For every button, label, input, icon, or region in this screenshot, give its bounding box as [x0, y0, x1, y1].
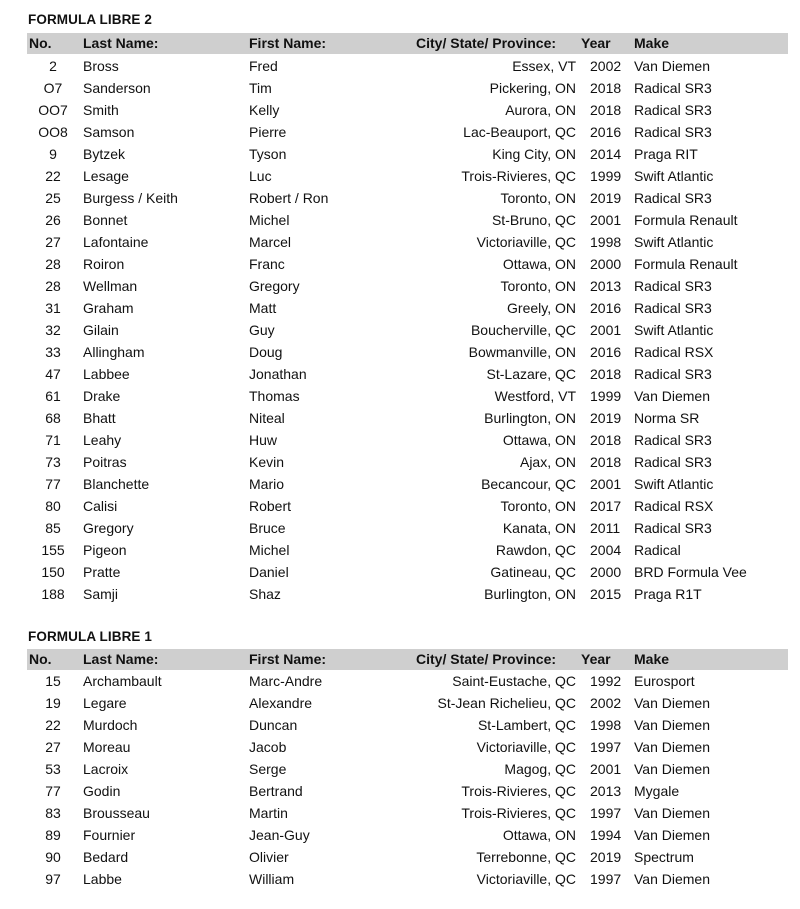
cell-no: 31: [45, 300, 61, 316]
cell-city: Boucherville, QC: [470, 322, 576, 338]
cell-last: Bonnet: [83, 212, 128, 228]
cell-no: 71: [45, 432, 61, 448]
cell-first: Alexandre: [249, 695, 313, 711]
cell-make: BRD Formula Vee: [634, 564, 747, 580]
cell-first: Jonathan: [249, 366, 307, 382]
cell-year: 2001: [590, 476, 622, 492]
cell-city: Gatineau, QC: [490, 564, 576, 580]
table-row: [0, 846, 800, 868]
cell-no: 80: [45, 498, 61, 514]
cell-last: Labbee: [83, 366, 130, 382]
cell-city: Kanata, ON: [502, 520, 576, 536]
cell-make: Van Diemen: [634, 695, 711, 711]
table-row: [0, 143, 800, 165]
cell-last: Bhatt: [83, 410, 116, 426]
cell-make: Swift Atlantic: [634, 234, 714, 250]
cell-no: 53: [45, 761, 61, 777]
cell-first: Tyson: [249, 146, 287, 162]
cell-first: Kevin: [249, 454, 285, 470]
cell-first: Marcel: [249, 234, 292, 250]
cell-no: 28: [45, 278, 61, 294]
cell-first: Mario: [249, 476, 285, 492]
cell-make: Mygale: [634, 783, 680, 799]
table-row: [0, 341, 800, 363]
cell-first: Gregory: [249, 278, 300, 294]
cell-no: 2: [49, 58, 57, 74]
cell-city: St-Lambert, QC: [477, 717, 576, 733]
cell-first: Bruce: [249, 520, 286, 536]
cell-last: Bross: [83, 58, 119, 74]
cell-city: Pickering, ON: [489, 80, 576, 96]
table-row: [0, 780, 800, 802]
cell-city: St-Jean Richelieu, QC: [437, 695, 576, 711]
cell-first: Doug: [249, 344, 283, 360]
cell-make: Van Diemen: [634, 761, 711, 777]
cell-year: 2019: [590, 849, 622, 865]
cell-last: Legare: [83, 695, 127, 711]
cell-last: Poitras: [83, 454, 127, 470]
cell-last: Pigeon: [83, 542, 127, 558]
cell-year: 2011: [590, 520, 621, 536]
cell-make: Radical SR3: [634, 124, 712, 140]
cell-year: 1997: [590, 871, 622, 887]
cell-make: Norma SR: [634, 410, 700, 426]
cell-year: 1997: [590, 739, 622, 755]
table-row: [0, 824, 800, 846]
cell-make: Radical SR3: [634, 278, 712, 294]
cell-make: Spectrum: [634, 849, 694, 865]
table-row: [0, 670, 800, 692]
cell-make: Van Diemen: [634, 388, 711, 404]
section-title: FORMULA LIBRE 1: [28, 629, 152, 644]
cell-last: Lafontaine: [83, 234, 149, 250]
cell-first: Pierre: [249, 124, 287, 140]
cell-year: 2017: [590, 498, 622, 514]
cell-city: Victoriaville, QC: [476, 871, 576, 887]
cell-make: Eurosport: [634, 673, 695, 689]
cell-last: Burgess / Keith: [83, 190, 178, 206]
cell-year: 1997: [590, 805, 622, 821]
cell-no: OO8: [38, 124, 68, 140]
cell-make: Praga RIT: [634, 146, 698, 162]
cell-make: Radical SR3: [634, 102, 712, 118]
cell-make: Van Diemen: [634, 871, 711, 887]
column-header-make: Make: [634, 35, 670, 51]
cell-year: 1992: [590, 673, 622, 689]
cell-year: 1994: [590, 827, 622, 843]
cell-city: Becancour, QC: [481, 476, 576, 492]
cell-city: Rawdon, QC: [495, 542, 576, 558]
cell-city: Ottawa, ON: [502, 432, 576, 448]
cell-make: Formula Renault: [634, 212, 738, 228]
cell-city: Trois-Rivieres, QC: [461, 168, 576, 184]
cell-make: Radical SR3: [634, 520, 712, 536]
cell-year: 2019: [590, 190, 622, 206]
cell-city: Terrebonne, QC: [476, 849, 576, 865]
cell-no: 85: [45, 520, 61, 536]
table-row: [0, 297, 800, 319]
cell-first: Martin: [249, 805, 288, 821]
cell-make: Van Diemen: [634, 827, 711, 843]
cell-last: Labbe: [83, 871, 122, 887]
column-header-city: City/ State/ Province:: [416, 35, 557, 51]
table-row: [0, 77, 800, 99]
cell-city: Victoriaville, QC: [476, 234, 576, 250]
cell-city: Essex, VT: [512, 58, 576, 74]
cell-no: 26: [45, 212, 61, 228]
cell-year: 2018: [590, 102, 622, 118]
cell-last: Graham: [83, 300, 134, 316]
cell-last: Wellman: [83, 278, 138, 294]
cell-last: Bedard: [83, 849, 129, 865]
cell-make: Van Diemen: [634, 717, 711, 733]
cell-last: Brousseau: [83, 805, 150, 821]
cell-year: 2001: [590, 212, 622, 228]
section-title: FORMULA LIBRE 2: [28, 12, 152, 27]
cell-last: Drake: [83, 388, 121, 404]
cell-make: Formula Renault: [634, 256, 738, 272]
cell-no: O7: [43, 80, 63, 96]
column-header-year: Year: [581, 35, 611, 51]
cell-last: Lesage: [83, 168, 129, 184]
cell-no: 89: [45, 827, 61, 843]
column-header-first: First Name:: [249, 35, 327, 51]
cell-city: Burlington, ON: [484, 410, 576, 426]
cell-year: 2018: [590, 454, 622, 470]
table-row: [0, 868, 800, 890]
cell-last: Calisi: [83, 498, 118, 514]
cell-no: 25: [45, 190, 61, 206]
cell-year: 2001: [590, 761, 622, 777]
cell-make: Radical SR3: [634, 366, 712, 382]
cell-no: 47: [45, 366, 61, 382]
cell-no: 19: [45, 695, 61, 711]
cell-no: 9: [49, 146, 57, 162]
cell-make: Radical SR3: [634, 432, 712, 448]
cell-year: 2016: [590, 344, 622, 360]
cell-make: Swift Atlantic: [634, 476, 714, 492]
cell-make: Radical: [634, 542, 681, 558]
cell-make: Van Diemen: [634, 805, 711, 821]
cell-first: Serge: [249, 761, 287, 777]
table-row: [0, 561, 800, 583]
cell-year: 1998: [590, 234, 622, 250]
cell-city: Westford, VT: [494, 388, 576, 404]
column-header-first: First Name:: [249, 651, 327, 667]
cell-year: 2001: [590, 322, 622, 338]
cell-city: Lac-Beauport, QC: [463, 124, 576, 140]
table-row: [0, 385, 800, 407]
cell-make: Radical SR3: [634, 300, 712, 316]
cell-make: Praga R1T: [634, 586, 702, 602]
cell-city: Ajax, ON: [519, 454, 576, 470]
cell-no: 155: [41, 542, 65, 558]
cell-make: Radical RSX: [634, 498, 714, 514]
cell-first: Bertrand: [249, 783, 303, 799]
cell-make: Radical SR3: [634, 190, 712, 206]
cell-year: 2018: [590, 366, 622, 382]
column-header-last: Last Name:: [83, 651, 159, 667]
cell-no: OO7: [38, 102, 68, 118]
cell-year: 2019: [590, 410, 622, 426]
cell-first: Michel: [249, 212, 290, 228]
table-row: [0, 758, 800, 780]
cell-no: 83: [45, 805, 61, 821]
cell-no: 97: [45, 871, 61, 887]
column-header-city: City/ State/ Province:: [416, 651, 557, 667]
table-row: [0, 165, 800, 187]
cell-first: Tim: [249, 80, 272, 96]
table-row: [0, 736, 800, 758]
table-row: [0, 187, 800, 209]
cell-first: Michel: [249, 542, 290, 558]
cell-no: 90: [45, 849, 61, 865]
cell-first: Matt: [249, 300, 277, 316]
cell-no: 15: [45, 673, 61, 689]
cell-first: Franc: [249, 256, 285, 272]
cell-last: Roiron: [83, 256, 125, 272]
table-row: [0, 583, 800, 605]
cell-year: 2018: [590, 432, 622, 448]
column-header-last: Last Name:: [83, 35, 159, 51]
cell-last: Pratte: [83, 564, 121, 580]
cell-no: 32: [45, 322, 61, 338]
cell-make: Van Diemen: [634, 58, 711, 74]
table-row: [0, 121, 800, 143]
cell-city: Ottawa, ON: [502, 827, 576, 843]
cell-city: Trois-Rivieres, QC: [461, 805, 576, 821]
cell-last: Leahy: [83, 432, 122, 448]
cell-year: 2000: [590, 564, 622, 580]
cell-year: 2002: [590, 58, 622, 74]
cell-city: Magog, QC: [504, 761, 576, 777]
cell-no: 188: [41, 586, 65, 602]
cell-city: Victoriaville, QC: [476, 739, 576, 755]
cell-year: 1999: [590, 388, 622, 404]
cell-first: Duncan: [249, 717, 298, 733]
table-row: [0, 714, 800, 736]
cell-no: 22: [45, 717, 61, 733]
cell-year: 2016: [590, 124, 622, 140]
cell-city: Saint-Eustache, QC: [452, 673, 576, 689]
column-header-make: Make: [634, 651, 670, 667]
cell-year: 2004: [590, 542, 622, 558]
cell-first: Robert / Ron: [249, 190, 329, 206]
cell-no: 27: [45, 234, 61, 250]
cell-no: 150: [41, 564, 65, 580]
cell-first: Guy: [249, 322, 275, 338]
cell-last: Sanderson: [83, 80, 151, 96]
cell-year: 2013: [590, 783, 622, 799]
cell-last: Fournier: [83, 827, 136, 843]
table-row: [0, 429, 800, 451]
cell-first: Daniel: [249, 564, 289, 580]
cell-last: Samson: [83, 124, 135, 140]
cell-year: 2000: [590, 256, 622, 272]
cell-first: Robert: [249, 498, 292, 514]
cell-year: 2015: [590, 586, 622, 602]
cell-city: Toronto, ON: [500, 498, 576, 514]
cell-first: Fred: [249, 58, 278, 74]
cell-first: Olivier: [249, 849, 289, 865]
table-row: [0, 363, 800, 385]
cell-make: Radical SR3: [634, 80, 712, 96]
cell-no: 68: [45, 410, 61, 426]
cell-no: 22: [45, 168, 61, 184]
cell-city: Ottawa, ON: [502, 256, 576, 272]
table-row: [0, 473, 800, 495]
table-row: [0, 495, 800, 517]
cell-last: Allingham: [83, 344, 145, 360]
table-row: [0, 253, 800, 275]
cell-city: St-Lazare, QC: [486, 366, 576, 382]
table-row: [0, 692, 800, 714]
cell-last: Lacroix: [83, 761, 129, 777]
cell-last: Gregory: [83, 520, 134, 536]
cell-year: 2016: [590, 300, 622, 316]
cell-year: 1999: [590, 168, 622, 184]
table-row: [0, 209, 800, 231]
cell-year: 2018: [590, 80, 622, 96]
cell-make: Swift Atlantic: [634, 322, 714, 338]
cell-no: 61: [45, 388, 61, 404]
cell-no: 33: [45, 344, 61, 360]
cell-city: Toronto, ON: [500, 190, 576, 206]
cell-no: 28: [45, 256, 61, 272]
column-header-no: No.: [29, 35, 52, 51]
cell-year: 2013: [590, 278, 622, 294]
cell-no: 27: [45, 739, 61, 755]
cell-first: William: [249, 871, 295, 887]
table-row: [0, 231, 800, 253]
cell-year: 1998: [590, 717, 622, 733]
cell-make: Van Diemen: [634, 739, 711, 755]
cell-year: 2002: [590, 695, 622, 711]
cell-first: Jacob: [249, 739, 287, 755]
cell-last: Archambault: [83, 673, 162, 689]
cell-city: Greely, ON: [507, 300, 576, 316]
table-row: [0, 319, 800, 341]
cell-last: Godin: [83, 783, 121, 799]
cell-no: 77: [45, 476, 61, 492]
cell-no: 77: [45, 783, 61, 799]
cell-last: Bytzek: [83, 146, 126, 162]
cell-first: Huw: [249, 432, 278, 448]
cell-city: Aurora, ON: [505, 102, 576, 118]
cell-city: Trois-Rivieres, QC: [461, 783, 576, 799]
cell-first: Kelly: [249, 102, 280, 118]
table-row: [0, 517, 800, 539]
cell-city: Burlington, ON: [484, 586, 576, 602]
column-header-year: Year: [581, 651, 611, 667]
cell-last: Murdoch: [83, 717, 138, 733]
cell-first: Niteal: [249, 410, 285, 426]
cell-make: Swift Atlantic: [634, 168, 714, 184]
cell-make: Radical RSX: [634, 344, 714, 360]
cell-last: Gilain: [83, 322, 119, 338]
table-row: [0, 407, 800, 429]
cell-first: Shaz: [249, 586, 281, 602]
cell-last: Moreau: [83, 739, 131, 755]
column-header-no: No.: [29, 651, 52, 667]
cell-make: Radical SR3: [634, 454, 712, 470]
cell-first: Luc: [249, 168, 272, 184]
cell-first: Thomas: [249, 388, 300, 404]
table-row: [0, 451, 800, 473]
cell-city: King City, ON: [492, 146, 576, 162]
cell-last: Blanchette: [83, 476, 150, 492]
cell-last: Smith: [83, 102, 119, 118]
table-row: [0, 802, 800, 824]
table-row: [0, 99, 800, 121]
cell-city: St-Bruno, QC: [491, 212, 576, 228]
cell-year: 2014: [590, 146, 622, 162]
cell-no: 73: [45, 454, 61, 470]
cell-last: Samji: [83, 586, 119, 602]
cell-city: Toronto, ON: [500, 278, 576, 294]
cell-first: Jean-Guy: [249, 827, 310, 843]
cell-city: Bowmanville, ON: [468, 344, 576, 360]
cell-first: Marc-Andre: [249, 673, 323, 689]
table-row: [0, 55, 800, 77]
table-row: [0, 539, 800, 561]
table-row: [0, 275, 800, 297]
